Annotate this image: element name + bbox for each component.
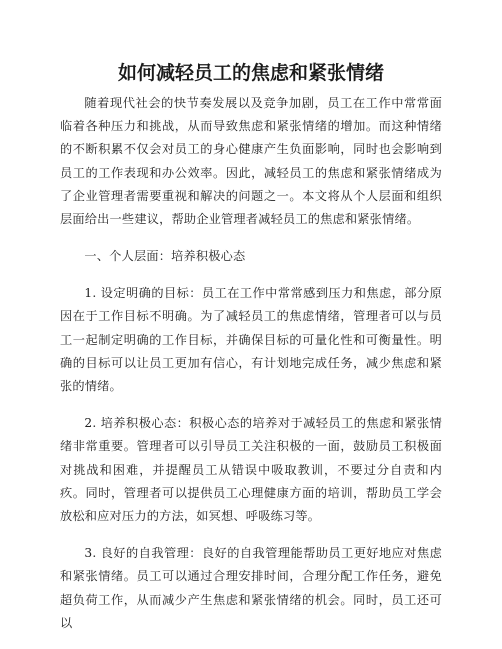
document-title: 如何减轻员工的焦虑和紧张情绪 bbox=[117, 62, 384, 84]
paragraph-item-3: 3. 良好的自我管理：良好的自我管理能帮助员工更好地应对焦虑和紧张情绪。员工可以通过合理安排时间，合理分配工作任务，避免超负荷工作，从而减少产生焦虑和紧张情绪的机会。同时，员工还可以 bbox=[60, 546, 442, 630]
section-heading-personal: 一、个人层面：培养积极心态 bbox=[84, 249, 246, 264]
paragraph-item-1: 1. 设定明确的目标：员工在工作中常常感到压力和焦虑，部分原因在于工作目标不明确。为了减轻员工的焦虑情绪，管理者可以与员工一起制定明确的工作目标，并确保目标的可量化性和可衡量性。明确的目标可以让员工更加有信心，有计划地完成任务，减少焦虑和紧张的情绪。 bbox=[60, 286, 442, 394]
paragraph-item-2: 2. 培养积极心态：积极心态的培养对于减轻员工的焦虑和紧张情绪非常重要。管理者可以引导员工关注积极的一面，鼓励员工积极面对挑战和困难，并提醒员工从错误中吸取教训，不要过分自责和内疚。同时，管理者可以提供员工心理健康方面的培训，帮助员工学会放松和应对压力的方法，如冥想、呼吸练习等。 bbox=[60, 416, 442, 524]
intro-paragraph: 随着现代社会的快节奏发展以及竞争加剧，员工在工作中常常面临着各种压力和挑战，从而导致焦虑和紧张情绪的增加。而这种情绪的不断积累不仅会对员工的身心健康产生负面影响，同时也会影响到员工的工作表现和办公效率。因此，减轻员工的焦虑和紧张情绪成为了企业管理者需要重视和解决的问题之一。本文将从个人层面和组织层面给出一些建议，帮助企业管理者减轻员工的焦虑和紧张情绪。 bbox=[60, 96, 442, 227]
